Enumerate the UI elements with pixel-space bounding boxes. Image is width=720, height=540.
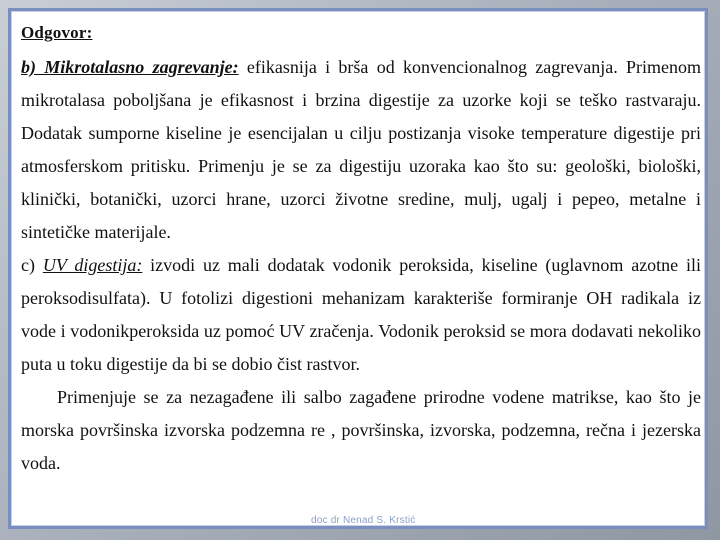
microwave-label: b) Mikrotalasno zagrevanje: xyxy=(21,57,239,77)
footer-author: doc dr Nenad S. Krstić xyxy=(311,515,416,526)
paragraph-microwave xyxy=(21,51,701,249)
paragraph-application: Primenjuje se za nezagađene ili salbo zagađene prirodne vodene matrikse, kao što je morska površinska izvorska podzemna re , površinska, izvorska, podzemna, rečna i jezerska voda. xyxy=(21,387,701,473)
uv-label: UV digestija: xyxy=(42,255,143,275)
paragraph-uv xyxy=(21,249,701,381)
uv-prefix: c) xyxy=(21,255,43,275)
slide-content xyxy=(21,21,701,480)
slide-frame xyxy=(8,8,708,529)
answer-heading: Odgovor: xyxy=(21,23,93,42)
microwave-text: efikasnija i brša od konvencionalnog zagrevanja. Primenom mikrotalasa poboljšana je efikasnost i brzina digestije za uzorke koji se teško rastvaraju. Dodatak sumporne kiseline je esencijalan u cilju postizanja visoke temperature digestije pri atmosferskom pritisku. Primenju je se za digestiju uzoraka kao što su: geološki, biološki, klinički, botanički, uzorci hrane, uzorci životne sredine, mulj, ugalj i pepeo, metalne i sintetičke materijale. xyxy=(21,57,701,242)
uv-text: izvodi uz mali dodatak vodonik peroksida, kiseline (uglavnom azotne ili peroksodisulfata). U fotolizi digestioni mehanizam karakteriše formiranje OH radikala iz vode i vodonikperoksida uz pomoć UV zračenja. Vodonik peroksid se mora dodavati nekoliko puta u toku digestije da bi se dobio čist rastvor. xyxy=(21,255,702,374)
